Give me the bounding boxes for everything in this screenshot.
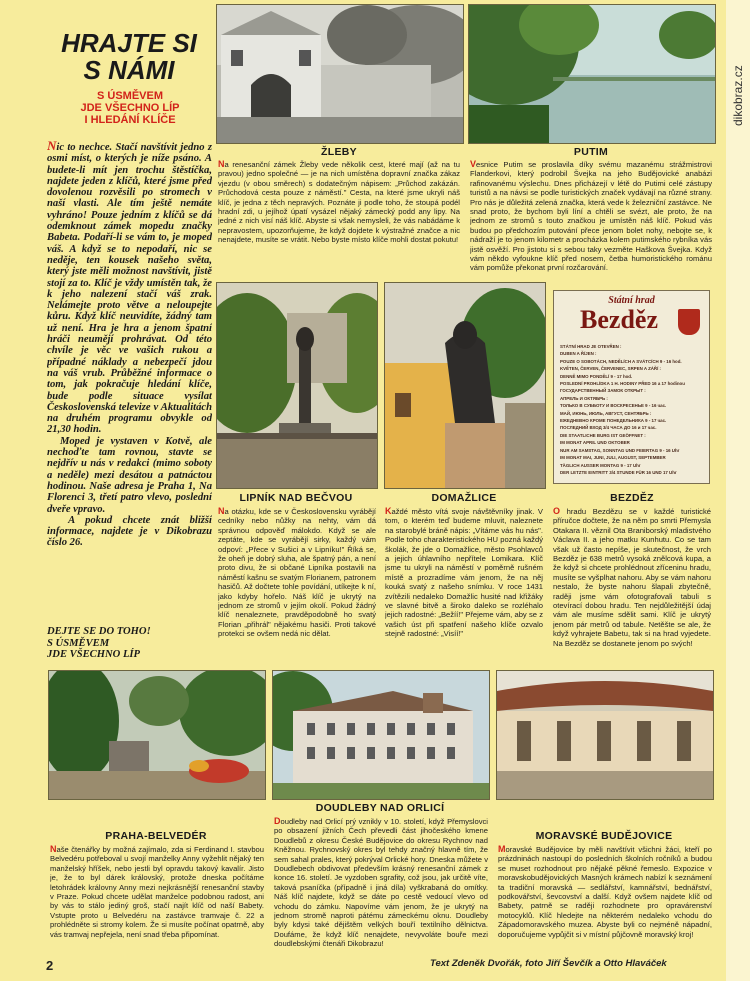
sign-line: МАЙ, ИЮНЬ, ИЮЛЬ, АВГУСТ, СЕНТЯБРЬ :: [560, 410, 652, 416]
closing-line-2: S ÚSMĚVEM: [47, 637, 110, 649]
sign-line: KVĚTEN, ČERVEN, ČERVENEC, SRPEN A ZÁŘÍ :: [560, 366, 662, 372]
sign-line: ТОЛЬКО В СУББОТУ И ВОСКРЕСЕНЬЕ 9 - 16 час.: [560, 403, 667, 409]
page-title: [44, 30, 214, 84]
bezdez-text: hradu Bezdězu se v každé turistické příručce dočtete, že na něm po smrti Přemysla Otakara II. věznil Ota Braniborský mladistvého Václava II. a jeho matku Kunhutu. Co se tam však už často nepíše, je skutečnost, že vrch Bezděz je 638 metrů vysoká znělcová kupa, a že když si chcete prohlédnout zříceninu hradu, musíte se vyšplhat nahoru. Aby se vám nahoru nestalo, že byste nahoru šlapali zbytečně, raději jsme vám ofotografovali tabuli s otevírací dobou hradu. Ten nejdůležitější údaj vám ale musíme sdělit sami. Klíč je ukrytý jenom pár metrů od tabule. Netěšte se ale, že když vyhrajete Babetu, tak si na hrad vyjedete. Na Bezděz se dostanete jenom po svých!: [553, 507, 711, 648]
subtitle-line-3: I HLEDÁNÍ KLÍČE: [84, 114, 176, 126]
zleby-text: a renesanční zámek Žleby vede několik cest, které mají (až na tu pravou) jedno společné — je na nich umístěna dopravní značka zákaz vjezdu (v obou směrech) s dodatečným nápisem: „Průchod zakázán. Průchodová cesta pouze z náměstí." Cesta, na které jsme ukryli náš klíč, je jedna z těch nepravých. Poznáte ji podle toho, že stoupá podél hradní zdi, u jejíhož úpatí vysázel nějaký zámecký podd any lipy. Na jedné z nich visí náš klíč. Abyste si však nemysleli, že vás nabádáme k nepravostem, upozorňujeme, že když dojdete k výstražné značce a nic nenajdete, musíte se vrátit. Nebo byste místo klíče mohli dostat pokutu!: [218, 160, 460, 245]
sign-line: DER LETZTE EINTRITT 3/4 STUNDE FÜR 16 UND 17 Uhr: [560, 469, 677, 475]
doudleby-initial: D: [274, 817, 281, 826]
article-doudleby: [274, 817, 488, 952]
title-line-2: S NÁMI: [83, 55, 175, 85]
photo-praha: [48, 670, 266, 800]
putim-initial: V: [470, 160, 477, 169]
side-strip: [726, 0, 750, 981]
moravske-initial: M: [498, 845, 506, 854]
domazlice-text: aždé město vítá svoje návštěvníky jinak. V tom, o kterém teď budeme mluvit, naleznete na starobylé bráně nápis: „Vítáme vás hu nás". Podle toho charakteristického HU pozná každý školák, že jde o Domažlice, město Psohlavců a jejich úhlavního nepřítele Lomikara. Klíč jsme tu ukryli na náměstí v poměrně rušném místě a prozradíme vám jenom, že na něj kouká svatý z našeho snímku. V roce 1431 zvítězili nedaleko Domažlic husité nad křižáky ve slavné bitvě a široko daleko se rozléhalo jejich radostné: „Bežíí!" Přejeme vám, aby se z vašich úst při spatření našeho klíče ozvalo stejně radostné: „Visíí!": [385, 507, 543, 639]
lipnik-initial: N: [218, 507, 225, 516]
site-tag-text: dikobraz.cz: [731, 65, 745, 126]
sign-line: DENNĚ MIMO PONDĚLÍ 9 - 17 hod.: [560, 373, 633, 379]
putim-text: esnice Putim se proslavila díky svému mazanému strážmistrovi Flanderkovi, který podrobil Švejka na jeho Budějovické anabázi rafinovanému výslechu. Dnes přicházejí v létě do Putimi celé zástupy turistů a na návsi se podle turistických značek vydávají na různé strany. Pro nás je důležitá zelená značka, která vede k železniční zastávce. Ne snad proto, že bychom byli líní a chtěli se svézt, ale proto, že na jednom ze stromů s touto značkou je umístěn náš klíč. Pokud vás budou po předchozím putování přece jenom bolet nohy, nebojte se, k nádraží je to jenom kilometr a procházka kolem putimského rybníka vás jistě osvěží. Pro jistotu si s sebou taky vezměte Haškova Švejka. Když vám někdo vyfoukne klíč před nosem, četba humoristického románu vám pomůže překonat první rozčarování.: [470, 160, 712, 273]
heading-zleby: ŽLEBY: [321, 146, 357, 158]
sign-line: АПРЕЛЬ И ОКТЯБРЬ :: [560, 395, 608, 401]
photo-zleby: [216, 4, 464, 144]
article-bezdez: [553, 507, 711, 667]
intro-initial: N: [47, 140, 57, 153]
article-praha: [50, 845, 264, 950]
photo-doudleby: [272, 670, 490, 800]
praha-text: aše čtenářky by možná zajímalo, zda si Ferdinand I. stavbou Belvedéru potřeboval u svojí manželky Anny vyžehlit nějaký ten manželský hříšek, nebo jestli byl opravdu takový kavalír. Jisto je, že to byl dárek královský, protože dneska počítáme letohrádek královny Anny mezi nejkrásnější renesanční stavby v Praze. Pokud chcete udělat manželce podobnou radost, ani by vás to stálo jediný groš, stačí najít klíč od naší Babety. Vstupte proto u Belvedéru na zastávce tramvaje č. 22 a prohlédněte si stromy kolem. Že si musíte počínat opatrně, aby vás tramvaj nepřejela, není snad třeba připomínat.: [50, 845, 264, 939]
heading-bezdez: BEZDĚZ: [610, 492, 654, 504]
photo-credit: Text Zdeněk Dvořák, foto Jiří Ševčík a Otto Hlaváček: [430, 958, 667, 969]
heading-putim: PUTIM: [573, 146, 609, 158]
sign-line: IM MONAT APRIL UND OKTOBER: [560, 440, 630, 446]
heading-moravske: MORAVSKÉ BUDĚJOVICE: [535, 830, 673, 842]
praha-initial: N: [50, 845, 57, 854]
intro-text: [47, 140, 212, 622]
article-lipnik: [218, 507, 376, 667]
heading-domazlice: DOMAŽLICE: [431, 492, 497, 504]
closing-line-3: JDE VŠECHNO LÍP: [47, 649, 141, 661]
article-moravske: [498, 845, 712, 950]
page-number: 2: [46, 958, 54, 973]
bezdez-sign: [553, 290, 710, 484]
subtitle-line-1: S ÚSMĚVEM: [96, 90, 163, 102]
sign-line: DIE STAATLICHE BURG IST GEÖFFNET :: [560, 432, 646, 438]
heading-lipnik: LIPNÍK NAD BEČVOU: [239, 492, 353, 504]
sign-text: [560, 343, 705, 476]
photo-domazlice: [384, 282, 546, 489]
photo-putim: [468, 4, 716, 144]
sign-line: STÁTNÍ HRAD JE OTEVŘEN :: [560, 344, 622, 349]
sign-name: Bezděz: [580, 305, 658, 334]
sign-line: NUR AM SAMSTAG, SONNTAG UND FEIERTAG 9 - 16 Uhr: [560, 447, 680, 453]
moravske-text: oravské Budějovice by měli navštívit všichni žáci, kteří po prázdninách nastoupí do posledních školních ročníků a budou se muset rozhodnout pro nějaké pěkné řemeslo. Expozice v moravskobudějovických Masných krámech nabízí k seznámení ta tradiční moravská — sedlářství, kamnářství, bednářství, podkovářství, ševcovství a další. Když ovšem najdete klíč od Babety, patrně se raději rozhodnete pro opravárenství motocyklů. Klíč hledejte na některém nedaleko vchodu do Západomoravského muzea. Abyste byli co nejméně nápadní, doporučujeme vypůjčit si v místní půjčovně moravský kroj!: [498, 845, 712, 939]
article-domazlice: [385, 507, 543, 667]
intro-paragraph-3: A pokud chcete znát bližší informace, najdete je v Dikobrazu číslo 26.: [47, 514, 212, 549]
sign-line: POUZE O SOBOTÁCH, NEDĚLÍCH A SVÁTCÍCH 9 - 16 hod.: [560, 358, 682, 364]
heading-doudleby: DOUDLEBY NAD ORLICÍ: [315, 802, 445, 814]
sign-line: IM MONAT MAI, JUNI, JULI, AUGUST, SEPTEMBER: [560, 455, 666, 461]
intro-paragraph-2: Moped je vystaven v Kotvě, ale nechoďte tam rovnou, stavte se nejdřív u nás v redakci (mimo soboty a neděle) mezi desátou a patnáctou hodinou. Naše adresa je Praha 1, Na Florenci 3, třetí patro vlevo, poslední dveře vpravo.: [47, 435, 212, 515]
zleby-initial: N: [218, 160, 225, 169]
sign-emblem: [678, 309, 700, 335]
photo-lipnik: [216, 282, 378, 489]
intro-paragraph-1: ic to nechce. Stačí navštívit jedno z osmi míst, o kterých je níže psáno. A budete-li mít jen trochu štěstíčka, najdete jeden z klíčů, které jsme před dovolenou rozvěsili po stromech v naší vlasti. Ale tím ještě nemáte vyhráno! Pouze jedním z klíčů se dá odemknout zámek mopedu značky Babeta. Podaří-li se vám to, je moped váš. A když se to nepodaří, nic se neděje, ten kousek našeho světa, který jste měli možnost navštívit, jistě stojí za to. Klíč je vždy umístěn tak, že k jeho nalezení stačí váš zrak. Nelámejte proto větve a neloupejte kůru. Když klíč neuvidíte, žádný tam už není. Hra je hra a jenom špatní hráči neumějí prohrávat. Od této chvíle je věc ve vašich rukou a případné náklady a nebezpečí jdou na váš vrub. Průběžné informace o tom, jak pokračuje hledání klíče, bude podle situace vysílat Československá televize v Aktualitách na druhém programu obvykle od 21,30 hodin.: [47, 142, 212, 436]
intro-closing: [47, 626, 212, 661]
page-subtitle: [55, 90, 205, 126]
sign-line: ЕЖЕДНЕВНО КРОМЕ ПОНЕДЕЛЬНИКА 9 - 17 час.: [560, 418, 667, 424]
sign-line: POSLEDNÍ PROHLÍDKA 1 H. HODINY PŘED 16 a 17 hodinou: [560, 381, 685, 387]
lipnik-text: a otázku, kde se v Československu vyrábějí cedníky nebo nůžky na nehty, vám dá správnou odpověď málokdo. Když se ale zeptáte, kde se vyrábějí sirky, každý vám odpoví: „Přece v Sušici a v Lipníku!" Říká se, že oheň je dobrý sluha, ale špatný pán, a není proto divu, že si občané Lipníka postavili na náměstí kašnu se svatým Florianem, patronem hasičů. Až dočtete tohle povídání, utíkejte k ní, jako kdyby hořelo. Náš klíč je ukrytý na jednom ze stromů v jejím okolí. Pokud žádný klíč nenaleznete, pravděpodobně ho svatý Florian „přihrál" nějakému hasiči. Proti takové protekci se ovšem nedá nic dělat.: [218, 507, 376, 639]
heading-praha: PRAHA-BELVEDÉR: [105, 830, 207, 842]
sign-line: TÄGLICH AUSSER MONTAG 9 - 17 Uhr: [560, 462, 641, 468]
closing-line-1: DEJTE SE DO TOHO!: [47, 626, 151, 637]
photo-moravske: [496, 670, 714, 800]
domazlice-initial: K: [385, 507, 392, 516]
doudleby-text: oudleby nad Orlicí prý vznikly v 10. století, když Přemyslovci po obsazení jižních Čech převedli část jihočeského kmene Doudlebů z okresu České Budějovice do okresu Rychnov nad Kněžnou. Rychnovský okres byl tehdy značný hlavně tím, že sem sahal prales, který pokrýval Orlické hory. Dneska můžete v Doudlebech obdivovat především krásný renesanční zámek z konce 16. století. Je vyzdoben sgrafity, což jsou, jak určitě víte, taková psaníčka (případně i jiná díla) vyškrabaná do omítky. Náš klíč najdete, když se dáte po cestě vedoucí vlevo od vchodu do zámku. Napovíme vám jenom, že je ukrytý na jednom stromě naproti pátému zámeckému oknu. Doudleby byly kdysi také dějištěm velkých bouří textilního dělnictva. Doufáme, že když klíč nenajdete, nevyvoláte bouře mezi doudlebskými čtenáři Dikobrazu!: [274, 817, 488, 949]
site-watermark: [728, 30, 748, 130]
article-zleby: [218, 160, 460, 278]
subtitle-line-2: JDE VŠECHNO LÍP: [80, 102, 180, 114]
sign-header: Státní hrad: [608, 295, 655, 306]
bezdez-initial: O: [553, 507, 561, 516]
article-putim: [470, 160, 712, 278]
title-line-1: HRAJTE SI: [61, 28, 197, 58]
sign-line: ГОСУДАРСТВЕННЫЙ ЗАМОК ОТКРЫТ :: [560, 388, 646, 394]
sign-line: DUBEN A ŘÍJEN :: [560, 351, 597, 357]
sign-line: ПОСЛЕДНИЙ ВХОД 3/4 ЧАСА ДО 16 и 17 час.: [560, 425, 657, 431]
